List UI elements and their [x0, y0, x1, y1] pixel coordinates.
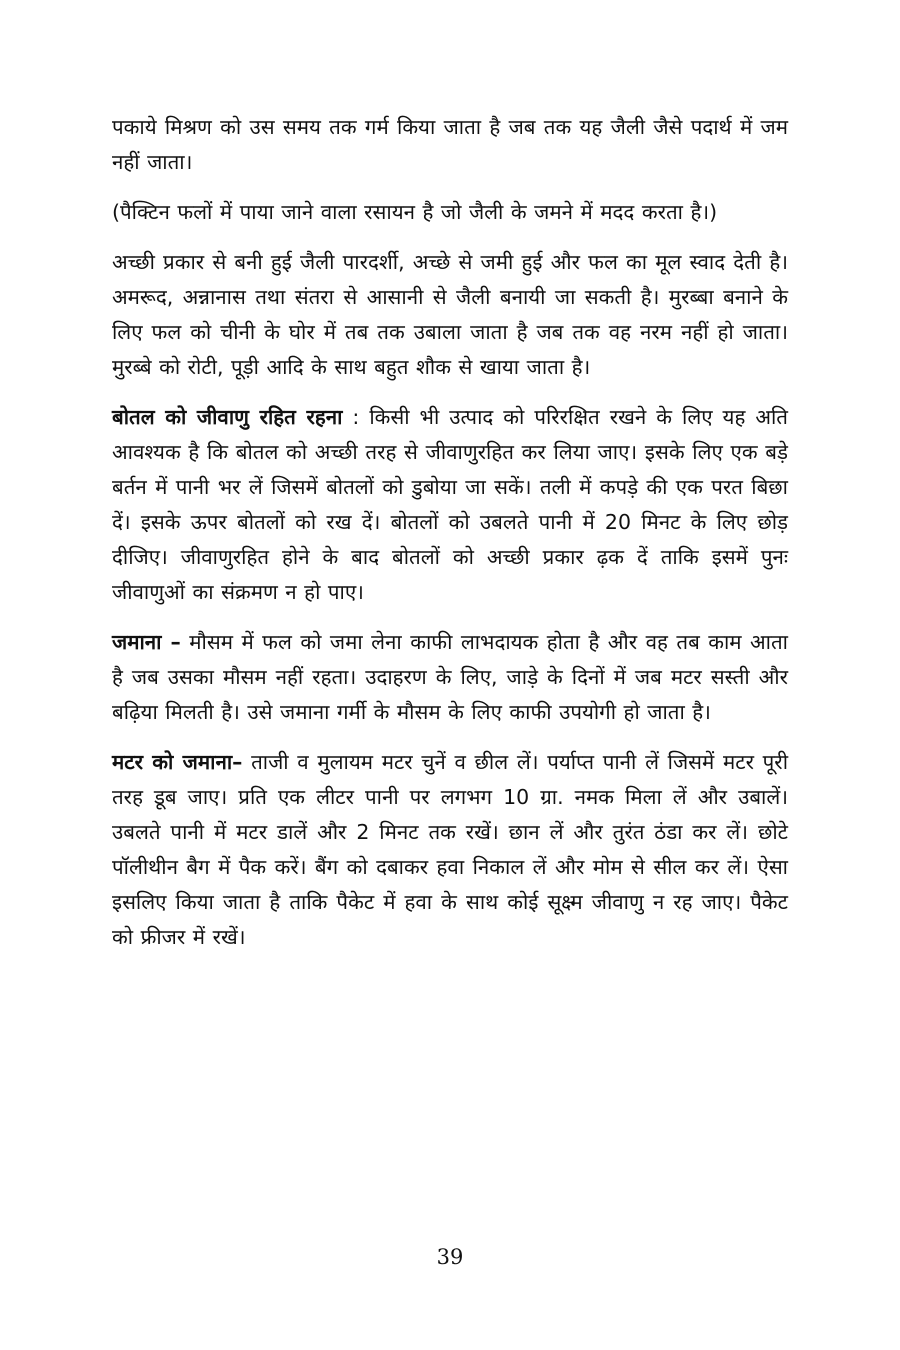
page-body [112, 110, 788, 970]
paragraph-jelly-setting [112, 110, 788, 180]
paragraph-freezing-peas [112, 745, 788, 955]
paragraph-freezing [112, 625, 788, 730]
paragraph-text: (पैक्टिन फलों में पाया जाने वाला रसायन है जो जैली के जमने में मदद करता है।) [112, 200, 718, 224]
paragraph-bottle-sterilization [112, 400, 788, 610]
paragraph-heading: बोतल को जीवाणु रहित रहना [112, 405, 343, 429]
paragraph-text: ताजी व मुलायम मटर चुनें व छील लें। पर्याप्त पानी लें जिसमें मटर पूरी तरह डूब जाए। प्रति एक लीटर पानी पर लगभग 10 ग्रा. नमक मिला लें और उबालें। उबलते पानी में मटर डालें और 2 मिनट तक रखें। छान लें और तुरंत ठंडा कर लें। छोटे पॉलीथीन बैग में पैक करें। बैंग को दबाकर हवा निकाल लें और मोम से सील कर लें। ऐसा इसलिए किया जाता है ताकि पैकेट में हवा के साथ कोई सूक्ष्म जीवाणु न रह जाए। पैकेट को फ्रीजर में रखें। [112, 750, 788, 949]
paragraph-heading: जमाना – [112, 630, 181, 654]
paragraph-pectin-note [112, 195, 788, 230]
paragraph-text: अच्छी प्रकार से बनी हुई जैली पारदर्शी, अच्छे से जमी हुई और फल का मूल स्वाद देती है। अमरूद, अन्नानास तथा संतरा से आसानी से जैली बनायी जा सकती है। मुरब्बा बनाने के लिए फल को चीनी के घोर में तब तक उबाला जाता है जब तक वह नरम नहीं हो जाता। मुरब्बे को रोटी, पूड़ी आदि के साथ बहुत शौक से खाया जाता है। [112, 250, 788, 379]
paragraph-heading: मटर को जमाना– [112, 750, 243, 774]
paragraph-text: मौसम में फल को जमा लेना काफी लाभदायक होता है और वह तब काम आता है जब उसका मौसम नहीं रहता। उदाहरण के लिए, जाड़े के दिनों में जब मटर सस्ती और बढ़िया मिलती है। उसे जमाना गर्मी के मौसम के लिए काफी उपयोगी हो जाता है। [112, 630, 788, 724]
page-number: 39 [436, 1245, 464, 1269]
paragraph-jelly-murabba [112, 245, 788, 385]
paragraph-text: पकाये मिश्रण को उस समय तक गर्म किया जाता है जब तक यह जैली जैसे पदार्थ में जम नहीं जाता। [112, 115, 788, 174]
paragraph-text: : किसी भी उत्पाद को परिरक्षित रखने के लिए यह अति आवश्यक है कि बोतल को अच्छी तरह से जीवाणुरहित कर लिया जाए। इसके लिए एक बड़े बर्तन में पानी भर लें जिसमें बोतलों को डुबोया जा सकें। तली में कपड़े की एक परत बिछा दें। इसके ऊपर बोतलों को रख दें। बोतलों को उबलते पानी में 20 मिनट के लिए छोड़ दीजिए। जीवाणुरहित होने के बाद बोतलों को अच्छी प्रकार ढ़क दें ताकि इसमें पुनः जीवाणुओं का संक्रमण न हो पाए। [112, 405, 788, 604]
